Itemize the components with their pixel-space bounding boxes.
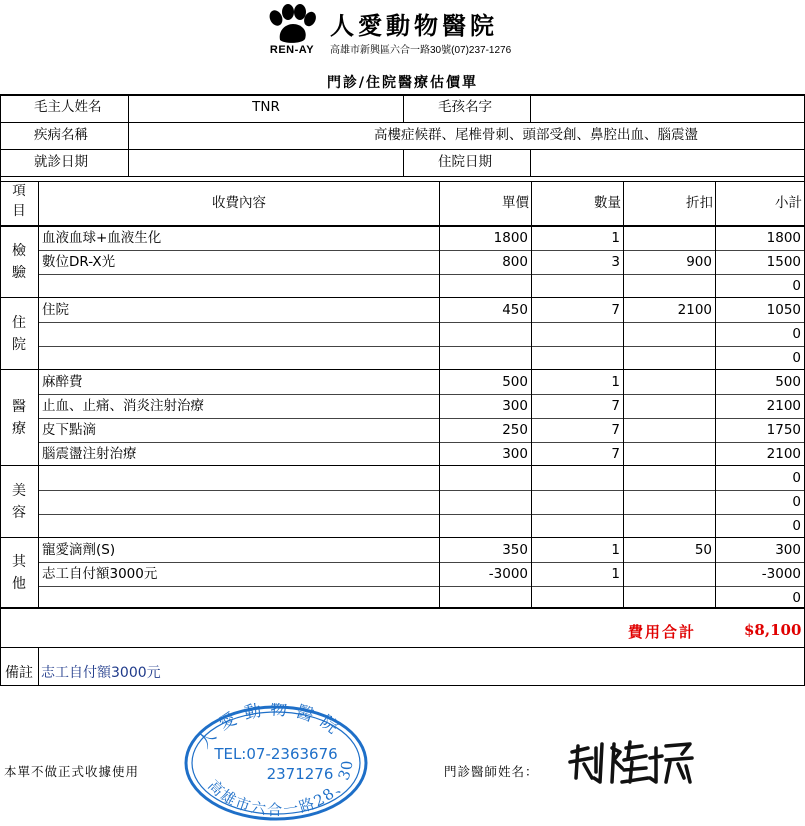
row-qty: 7 — [611, 422, 620, 438]
row-qty: 7 — [611, 446, 620, 462]
row-discount — [624, 347, 715, 369]
row-discount — [624, 467, 715, 489]
row-content — [38, 275, 439, 297]
row-discount — [624, 515, 715, 537]
pet-name-label: 毛孩名字 — [438, 99, 492, 115]
row-price — [440, 515, 531, 537]
row-content: 麻醉費 — [42, 374, 83, 390]
row-price: -3000 — [488, 566, 528, 582]
hospital-stamp — [182, 703, 370, 821]
owner-name-label: 毛主人姓名 — [34, 99, 102, 115]
hospital-name: 人愛動物醫院 — [330, 11, 498, 40]
admit-date-value — [532, 151, 802, 175]
row-discount — [624, 563, 715, 585]
row-subtotal: 500 — [775, 374, 801, 390]
row-subtotal: 0 — [792, 350, 801, 366]
row-price — [440, 491, 531, 513]
row-discount: 2100 — [677, 302, 712, 318]
row-discount — [624, 443, 715, 465]
row-subtotal: 2100 — [766, 398, 801, 414]
disease-value: 高樓症候群、尾椎骨刺、頭部受創、鼻腔出血、腦震盪 — [374, 127, 698, 143]
row-price: 300 — [502, 398, 528, 414]
row-discount — [624, 587, 715, 609]
row-content: 志工自付額3000元 — [42, 566, 158, 582]
logo-text: REN-AY — [269, 44, 315, 56]
row-qty — [532, 323, 623, 345]
row-discount — [624, 371, 715, 393]
section-label: 美容 — [12, 482, 26, 521]
row-content: 寵愛滴劑(S) — [42, 542, 116, 558]
row-price: 500 — [502, 374, 528, 390]
row-content — [38, 323, 439, 345]
row-price — [440, 587, 531, 609]
total-label: 費用合計 — [628, 623, 697, 641]
row-discount — [624, 419, 715, 441]
row-discount — [624, 491, 715, 513]
row-content: 止血、止痛、消炎注射治療 — [42, 398, 204, 414]
col-header-subtotal: 小計 — [775, 195, 802, 211]
admit-date-label: 住院日期 — [438, 154, 492, 170]
row-content: 皮下點滴 — [42, 422, 96, 438]
row-subtotal: 1050 — [766, 302, 801, 318]
row-subtotal: 0 — [792, 494, 801, 510]
row-subtotal: 0 — [792, 278, 801, 294]
row-discount — [624, 275, 715, 297]
disclaimer-text: 本單不做正式收據使用 — [4, 764, 140, 779]
section-label: 其他 — [12, 553, 26, 592]
section-label: 檢驗 — [12, 243, 26, 281]
row-subtotal: 0 — [792, 326, 801, 342]
stamp-phone-1: TEL:07-2363676 — [214, 745, 338, 763]
row-subtotal: 0 — [792, 518, 801, 534]
form-title: 門診/住院醫療估價單 — [326, 75, 479, 91]
stamp-address: 高雄市六合一路28、30 — [204, 758, 357, 820]
row-content: 血液血球+血液生化 — [42, 230, 162, 246]
row-price: 250 — [502, 422, 528, 438]
row-price: 350 — [502, 542, 528, 558]
row-price: 1800 — [493, 230, 528, 246]
stamp-phone-2: 2371276 — [266, 765, 334, 783]
row-discount: 900 — [686, 254, 712, 270]
row-qty — [532, 491, 623, 513]
row-discount — [624, 227, 715, 249]
row-content — [38, 347, 439, 369]
col-header-price: 單價 — [502, 195, 529, 211]
row-qty: 1 — [611, 374, 620, 390]
row-subtotal: 1800 — [766, 230, 801, 246]
row-subtotal: 300 — [775, 542, 801, 558]
section-label: 住院 — [12, 314, 26, 353]
row-price: 800 — [502, 254, 528, 270]
doctor-name-label: 門診醫師姓名： — [444, 764, 539, 779]
col-header-discount: 折扣 — [686, 195, 713, 211]
row-qty: 1 — [611, 542, 620, 558]
col-header-content: 收費內容 — [212, 195, 266, 211]
row-content: 住院 — [42, 302, 69, 318]
visit-date-value — [130, 151, 402, 175]
row-qty: 7 — [611, 398, 620, 414]
col-header-qty: 數量 — [594, 195, 621, 211]
row-price — [440, 323, 531, 345]
row-qty — [532, 515, 623, 537]
row-qty: 1 — [611, 566, 620, 582]
owner-name-value: TNR — [252, 99, 280, 115]
section-label: 醫療 — [12, 398, 26, 437]
row-content: 數位DR-X光 — [42, 254, 116, 270]
row-price — [440, 347, 531, 369]
row-discount: 50 — [694, 542, 712, 558]
doctor-signature — [566, 738, 696, 788]
row-price — [440, 467, 531, 489]
remark-value: 志工自付額3000元 — [41, 665, 161, 681]
row-content — [38, 515, 439, 537]
row-price: 300 — [502, 446, 528, 462]
row-subtotal: 0 — [792, 470, 801, 486]
row-content: 腦震盪注射治療 — [42, 446, 137, 462]
row-discount — [624, 395, 715, 417]
row-qty — [532, 347, 623, 369]
row-subtotal: 1500 — [766, 254, 801, 270]
disease-label: 疾病名稱 — [34, 127, 88, 143]
visit-date-label: 就診日期 — [34, 154, 88, 170]
row-qty: 3 — [611, 254, 620, 270]
row-content — [38, 587, 439, 609]
remark-label: 備註 — [5, 665, 33, 681]
row-subtotal: 0 — [792, 590, 801, 606]
row-content — [38, 467, 439, 489]
row-qty: 1 — [611, 230, 620, 246]
pet-name-value — [532, 96, 802, 120]
stamp-name: 人愛動物醫院 — [194, 703, 349, 753]
hospital-address: 高雄市新興區六合一路30號(07)237-1276 — [330, 45, 512, 56]
row-subtotal: 2100 — [766, 446, 801, 462]
row-price — [440, 275, 531, 297]
row-subtotal: 1750 — [766, 422, 801, 438]
row-qty: 7 — [611, 302, 620, 318]
total-value: $8,100 — [744, 621, 802, 639]
row-qty — [532, 275, 623, 297]
row-subtotal: -3000 — [761, 566, 801, 582]
col-header-item: 項目 — [12, 183, 26, 219]
row-price: 450 — [502, 302, 528, 318]
row-qty — [532, 587, 623, 609]
row-qty — [532, 467, 623, 489]
row-content — [38, 491, 439, 513]
row-discount — [624, 323, 715, 345]
